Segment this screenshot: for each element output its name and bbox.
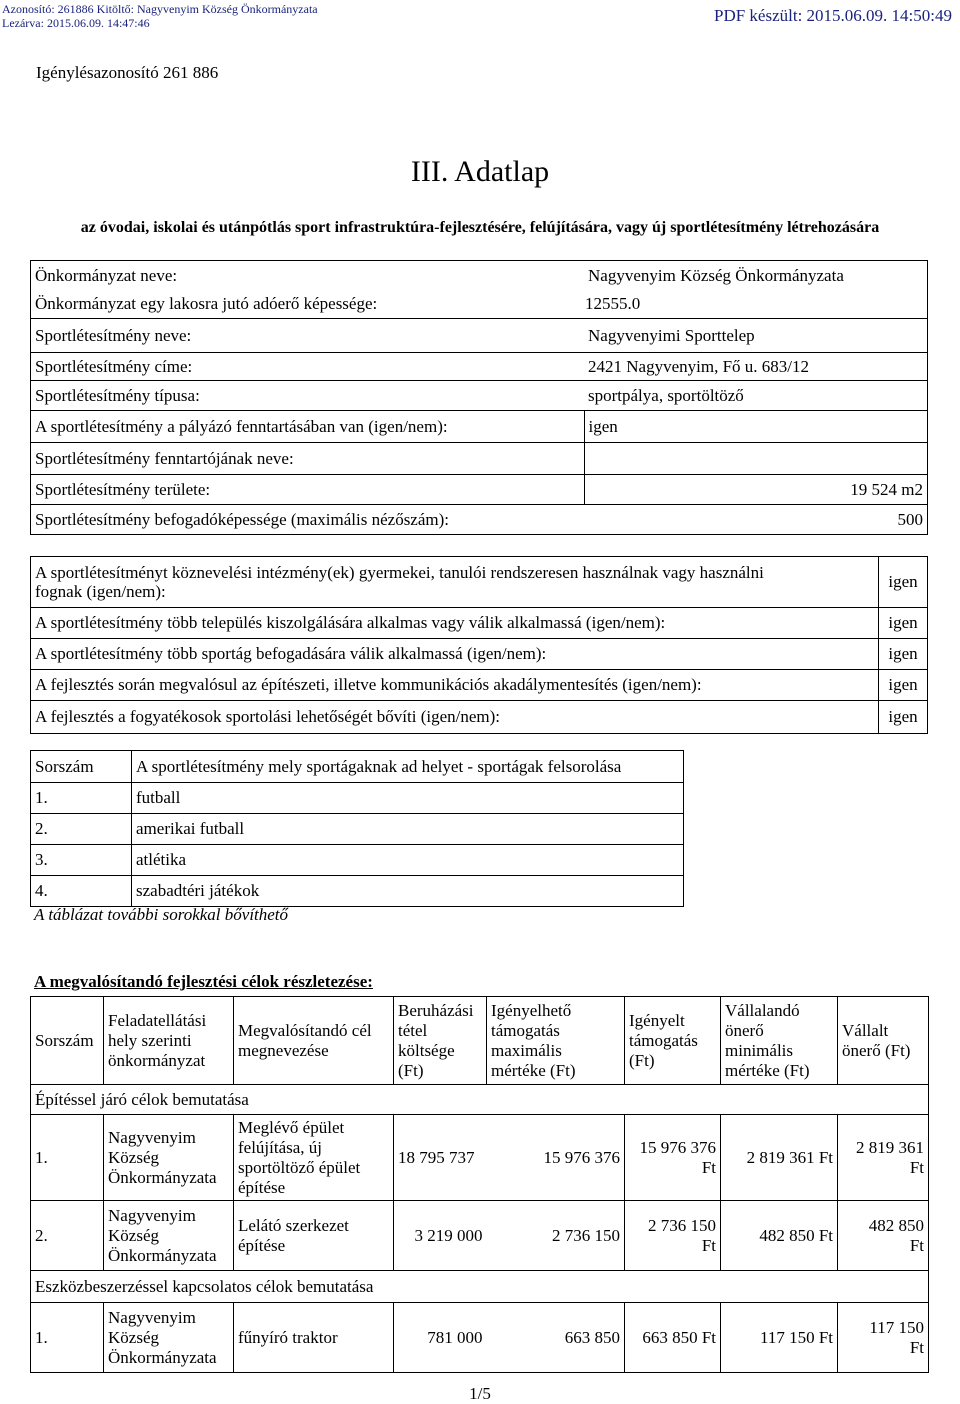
page-number: 1/5 <box>469 1384 491 1403</box>
value-facility-type: sportpálya, sportöltöző <box>584 381 928 411</box>
goals-heading: A megvalósítandó fejlesztési célok részletezése: <box>34 972 373 991</box>
goals-section-equipment: Eszközbeszerzéssel kapcsolatos célok bemutatása <box>31 1271 929 1303</box>
goal-requested-support: 2 736 150 Ft <box>625 1201 721 1271</box>
question-answer: igen <box>879 608 928 639</box>
question-row: A sportlétesítmény több sportág befogadására válik alkalmassá (igen/nem): <box>31 639 879 670</box>
goal-investment-cost: 18 795 737 <box>398 1147 475 1167</box>
sports-header-list: A sportlétesítmény mely sportágaknak ad helyet - sportágak felsorolása <box>132 751 684 783</box>
goal-name: Meglévő épület felújítása, új sportöltöző épület építése <box>234 1115 394 1201</box>
goals-header-igenyelheto: Igényelhető támogatás maximális mértéke (Ft) <box>487 997 625 1085</box>
value-maintained: igen <box>584 411 928 443</box>
goal-own-share: 117 150 Ft <box>838 1303 929 1373</box>
label-facility-address: Sportlétesítmény címe: <box>31 353 585 381</box>
header-closed: Lezárva: 2015.06.09. 14:47:46 <box>2 16 150 30</box>
label-tax-capacity: Önkormányzat egy lakosra jutó adóerő képessége: <box>35 294 378 314</box>
questions-table <box>30 556 928 734</box>
goals-header-feladat: Feladatellátási hely szerinti önkormányzat <box>104 997 234 1085</box>
goal-number: 1. <box>31 1115 104 1201</box>
value-tax-capacity: 12555.0 <box>585 294 641 314</box>
label-capacity: Sportlétesítmény befogadóképessége (maximális nézőszám): <box>31 505 585 535</box>
question-answer: igen <box>879 557 928 608</box>
label-maintained: A sportlétesítmény a pályázó fenntartásában van (igen/nem): <box>31 411 585 443</box>
page-subtitle: az óvodai, iskolai és utánpótlás sport infrastruktúra-fejlesztésére, felújítására, vagy új sportlétesítmény létrehozására <box>80 219 880 236</box>
question-answer: igen <box>879 701 928 734</box>
goals-header-sorszam: Sorszám <box>31 997 104 1085</box>
question-row: A sportlétesítmény több település kiszolgálására alkalmas vagy válik alkalmassá (igen/nem): <box>31 608 879 639</box>
sports-row-name: futball <box>132 783 684 814</box>
goal-min-own-share: 482 850 Ft <box>721 1201 838 1271</box>
sports-row-number: 2. <box>31 814 132 845</box>
goals-section-construction: Építéssel járó célok bemutatása <box>31 1085 929 1115</box>
basic-info-table <box>30 260 928 535</box>
goal-own-share: 2 819 361 Ft <box>838 1115 929 1201</box>
question-row: A fejlesztés során megvalósul az építészeti, illetve kommunikációs akadálymentesítés (igen/nem): <box>31 670 879 701</box>
goal-name: Lelátó szerkezet építése <box>234 1201 394 1271</box>
goal-own-share: 482 850 Ft <box>838 1201 929 1271</box>
question-answer: igen <box>879 670 928 701</box>
goal-requested-support: 663 850 Ft <box>625 1303 721 1373</box>
goal-min-own-share: 2 819 361 Ft <box>721 1115 838 1201</box>
question-row: A sportlétesítményt köznevelési intézmény(ek) gyermekei, tanulói rendszeresen használnak vagy használni fognak (igen/nem): <box>31 557 879 608</box>
goal-number: 2. <box>31 1201 104 1271</box>
goal-municipality: Nagyvenyim Község Önkormányzata <box>104 1201 234 1271</box>
goal-max-support: 663 850 <box>487 1303 625 1373</box>
goal-max-support: 2 736 150 <box>487 1201 625 1271</box>
goals-header-beruhazasi: Beruházási tétel költsége (Ft) <box>394 997 487 1085</box>
goals-header-igenyelt: Igényelt támogatás (Ft) <box>625 997 721 1085</box>
value-municipality: Nagyvenyim Község Önkormányzata <box>584 261 928 291</box>
label-area: Sportlétesítmény területe: <box>31 475 585 505</box>
question-row: A fejlesztés a fogyatékosok sportolási lehetőségét bővíti (igen/nem): <box>31 701 879 734</box>
label-municipality: Önkormányzat neve: <box>31 261 585 291</box>
value-facility-name: Nagyvenyimi Sporttelep <box>584 319 928 353</box>
sports-row-number: 4. <box>31 876 132 907</box>
question-answer: igen <box>879 639 928 670</box>
goal-requested-support: 15 976 376 Ft <box>625 1115 721 1201</box>
value-area: 19 524 m2 <box>584 475 928 505</box>
goal-min-own-share: 117 150 Ft <box>721 1303 838 1373</box>
sports-row-name: amerikai futball <box>132 814 684 845</box>
label-maintainer-name: Sportlétesítmény fenntartójának neve: <box>31 443 585 475</box>
page-title: III. Adatlap <box>410 155 550 188</box>
goal-municipality: Nagyvenyim Község Önkormányzata <box>104 1303 234 1373</box>
goals-header-cel: Megvalósítandó cél megnevezése <box>234 997 394 1085</box>
goal-municipality: Nagyvenyim Község Önkormányzata <box>104 1115 234 1201</box>
value-capacity: 500 <box>584 505 928 535</box>
sports-row-number: 1. <box>31 783 132 814</box>
header-submitter: Azonosító: 261886 Kitöltő: Nagyvenyim Község Önkormányzata <box>2 2 318 16</box>
sports-table-note: A táblázat további sorokkal bővíthető <box>34 905 289 924</box>
sports-row-name: atlétika <box>132 845 684 876</box>
goals-header-vallalt: Vállalt önerő (Ft) <box>838 997 929 1085</box>
goal-investment-cost: 781 000 <box>394 1303 487 1373</box>
goals-header-vallalando: Vállalandó önerő minimális mértéke (Ft) <box>721 997 838 1085</box>
header-pdf-created: PDF készült: 2015.06.09. 14:50:49 <box>713 6 952 25</box>
goal-max-support: 15 976 376 <box>543 1147 620 1167</box>
goal-investment-cost: 3 219 000 <box>394 1201 487 1271</box>
value-maintainer-name <box>584 443 928 475</box>
sports-row-name: szabadtéri játékok <box>132 876 684 907</box>
goal-name: fűnyíró traktor <box>234 1303 394 1373</box>
label-facility-name: Sportlétesítmény neve: <box>31 319 585 353</box>
sports-table <box>30 750 684 907</box>
value-facility-address: 2421 Nagyvenyim, Fő u. 683/12 <box>584 353 928 381</box>
goal-number: 1. <box>31 1303 104 1373</box>
label-facility-type: Sportlétesítmény típusa: <box>31 381 585 411</box>
request-id: Igénylésazonosító 261 886 <box>36 63 219 82</box>
sports-header-sorszam: Sorszám <box>31 751 132 783</box>
goals-table <box>30 996 929 1373</box>
sports-row-number: 3. <box>31 845 132 876</box>
